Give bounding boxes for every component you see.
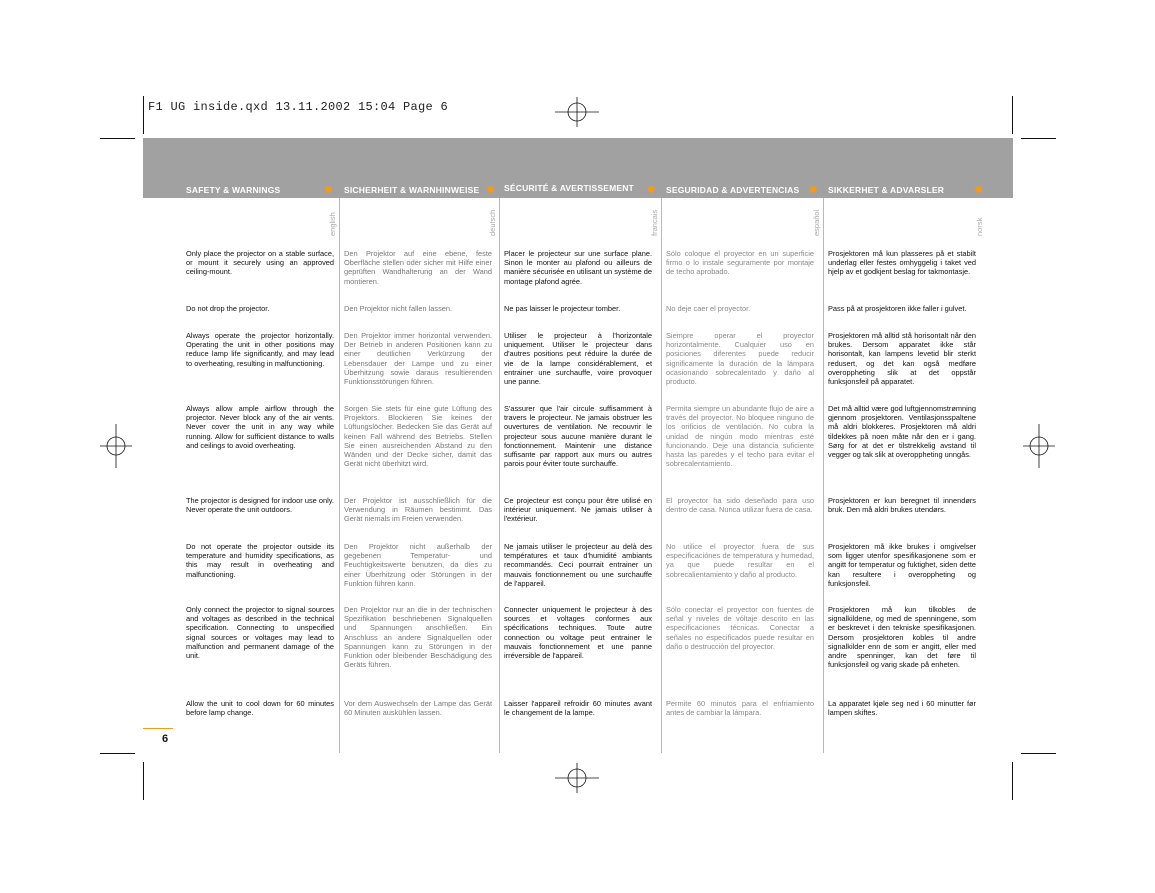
- column-header-deutsch: [344, 181, 500, 198]
- paragraph: Den Projektor nicht fallen lassen.: [344, 304, 453, 313]
- bullet-dot-icon: [487, 186, 494, 193]
- language-label: español: [812, 209, 821, 236]
- file-slug: F1 UG inside.qxd 13.11.2002 15:04 Page 6: [148, 100, 449, 114]
- language-tag-english: [328, 204, 338, 236]
- paragraph: Prosjektoren må kun plasseres på et stabilt underlag eller festes omhyggelig i taket ved hjelp av et godkjent beslag for takmontasje.: [828, 249, 976, 277]
- paragraph: Always allow ample airflow through the projector. Never block any of the air vents. Never cover the unit in any way while running. Allow for sufficient distance to walls and ceilings to avoid overheating.: [186, 404, 334, 450]
- paragraph: Connecter uniquement le projecteur à des sources et voltages conformes aux spécifications techniques. Toute autre connection ou voltage peut entrainer le mauvais fonctionnement et une panne irréversible de l'appareil.: [504, 605, 652, 661]
- crop-mark: [143, 762, 144, 800]
- paragraph: La apparatet kjøle seg ned i 60 minutter før lampen skiftes.: [828, 699, 976, 718]
- language-label: francais: [650, 209, 659, 236]
- bullet-dot-icon: [810, 186, 817, 193]
- crop-mark: [1021, 753, 1056, 754]
- paragraph: Ne pas laisser le projecteur tomber.: [504, 304, 621, 313]
- paragraph: Allow the unit to cool down for 60 minutes before lamp change.: [186, 699, 334, 718]
- column-divider: [661, 198, 662, 753]
- column-title: SIKKERHET & ADVARSLER: [828, 184, 945, 195]
- paragraph: Sorgen Sie stets für eine gute Lüftung des Projektors. Blockieren Sie keines der Lüftungslöcher. Bedecken Sie das Gerät auf keinen Fall während des Betriebs. Stellen Sie einen ausreichenden Abstand zu den Wänden und der Decke sicher, damit das Gerät nicht überhitzt wird.: [344, 404, 492, 469]
- paragraph: Sólo conectar el proyector con fuentes de señal y niveles de vóltaje descrito en las especificaciones técnicas. Conectar a señales no especificados puede resultar en daño o destrucción del proyector.: [666, 605, 814, 651]
- paragraph: Prosjektoren er kun beregnet til innendørs bruk. Den må aldri brukes utendørs.: [828, 496, 976, 515]
- paragraph: Det må alltid være god luftgjennomstrømning gjennom prosjektoren. Ventilasjonsspaltene må aldri blokkeres. Prosjektoren må aldri tildekkes på noen måte når den er i gang. Sørg for at det er tilstrekkelig avstand til vegger og tak slik at overoppheting unngås.: [828, 404, 976, 460]
- column-header-english: [186, 181, 338, 198]
- registration-mark-left: [100, 424, 132, 468]
- column-header-norsk: [828, 181, 988, 198]
- language-label: english: [328, 212, 337, 236]
- paragraph: Den Projektor auf eine ebene, feste Oberfläche stellen oder sicher mit Hilfe einer geprüften Wandhalterung an der Wand montieren.: [344, 249, 492, 286]
- paragraph: Siempre operar el proyector horizontalmente. Cualquier uso en posiciones diferentes puede reducir significamente la duración de la lámpara ocasionando sobrecalentado y daño al producto.: [666, 331, 814, 387]
- column-divider: [823, 198, 824, 753]
- paragraph: Only place the projector on a stable surface, or mount it securely using an approved ceiling-mount.: [186, 249, 334, 277]
- bullet-dot-icon: [648, 186, 655, 193]
- paragraph: Den Projektor nur an die in der technischen Spezifikation beschriebenen Signalquellen und Spannungen anschließen. Ein Anschluss an andere Signalquellen oder Spannungen kann zu Störungen in der Funktion oder bleibender Beschädigung des Geräts führen.: [344, 605, 492, 670]
- column-divider: [499, 198, 500, 753]
- paragraph: Prosjektoren må ikke brukes i omgivelser som ligger utenfor spesifikasjonene som er angitt for temperatur og fuktighet, siden dette kan resultere i overoppheting og funksjonsfeil.: [828, 542, 976, 588]
- paragraph: Do not drop the projector.: [186, 304, 270, 313]
- paragraph: Do not operate the projector outside its temperature and humidity specifications, as this may result in overheating and malfunctioning.: [186, 542, 334, 579]
- paragraph: Prosjektoren må alltid stå horisontalt når den brukes. Dersom apparatet ikke står horisontalt, kan lampens levetid blir sterkt redusert, og det kan også medføre overoppheting slik at det oppstår funksjonsfeil på apparatet.: [828, 331, 976, 387]
- paragraph: No deje caer el proyector.: [666, 304, 751, 313]
- column-divider: [339, 198, 340, 753]
- language-label: norsk: [975, 217, 984, 236]
- crop-mark: [1012, 762, 1013, 800]
- paragraph: Vor dem Auswechseln der Lampe das Gerät 60 Minuten auskühlen lassen.: [344, 699, 492, 718]
- paragraph: The projector is designed for indoor use only. Never operate the unit outdoors.: [186, 496, 334, 515]
- crop-mark: [1012, 96, 1013, 134]
- paragraph: Den Projektor immer horizontal verwenden. Der Betrieb in anderen Positionen kann zu einer deutlichen Verkürzung der Lebensdauer der Lampe und zu einer Überhitzung sowie daraus resultierenden Funktionsstörungen führen.: [344, 331, 492, 387]
- paragraph: No utilice el proyector fuera de sus especificaciónes de temperatura y humedad, ya que puede resultar en el sobrecalientamiento y daño al producto.: [666, 542, 814, 579]
- paragraph: Sólo coloque el proyector en un superficie firmo o lo instale seguramente por montaje de techo aprobado.: [666, 249, 814, 277]
- bullet-dot-icon: [975, 186, 982, 193]
- column-title: SEGURIDAD & ADVERTENCIAS: [666, 184, 800, 195]
- paragraph: Only connect the projector to signal sources and voltages as described in the technical specification. Connecting to unspecified signal sources or voltages may lead to malfunction and permanent damage of the unit.: [186, 605, 334, 661]
- paragraph: Placer le projecteur sur une surface plane. Sinon le monter au plafond ou ailleurs de manière sécurisée en utilisant un système de montage plafond agrée.: [504, 249, 652, 286]
- paragraph: S'assurer que l'air circule suffisamment à travers le projecteur. Ne jamais obstruer les ouvertures de ventilation. Ne recouvrir le projecteur sous aucune manière durant le fonctionnement. Maintenir une distance suffisante par rapport aux murs ou autres parois pour éviter toute surchauffe.: [504, 404, 652, 469]
- column-title: SICHERHEIT & WARNHINWEISE: [344, 184, 480, 195]
- paragraph: Utiliser le projecteur à l'horizontale uniquement. Utiliser le projecteur dans d'autres positions peut réduire la durée de vie de la lampe considérablement, et entrainer une surchauffe, voire provoquer une panne.: [504, 331, 652, 387]
- column-header-francais: [504, 179, 661, 196]
- paragraph: Permite 60 minutos para el enfriamiento antes de cambiar la lámpara.: [666, 699, 814, 718]
- paragraph: Prosjektoren må kun tilkobles de signalkildene, og med de spenningene, som er beskrevet i den tekniske spesifikasjonen. Dersom prosjektoren kobles til andre signalkilder enn de som er angitt, eller med andre spenninger, kan det føre til funksjonsfeil og varig skade på enheten.: [828, 605, 976, 670]
- paragraph: El proyector ha sido deseñado para uso dentro de casa. Nunca utilizar fuera de casa.: [666, 496, 814, 515]
- paragraph: Laisser l'appareil refroidir 60 minutes avant le changement de la lampe.: [504, 699, 652, 718]
- column-header-espanol: [666, 181, 823, 198]
- paragraph: Der Projektor ist ausschließlich für die Verwendung in Räumen bestimmt. Das Gerät niemals im Freien verwenden.: [344, 496, 492, 524]
- paragraph: Den Projektor nicht außerhalb der gegebenen Temperatur- und Feuchtigkeitswerte benutzen, da dies zu einer Überhitzung oder Störungen in der Funktion führen kann.: [344, 542, 492, 588]
- paragraph: Ne jamais utiliser le projecteur au delà des températures et taux d'humidité ambiants recommandés. Ceci pourrait entrainer un mauvais fonctionnement ou une surchauffe de l'appareil.: [504, 542, 652, 588]
- language-tag-norsk: [975, 204, 985, 236]
- crop-mark: [100, 753, 135, 754]
- paragraph: Pass på at prosjektoren ikke faller i gulvet.: [828, 304, 967, 313]
- crop-mark: [100, 138, 135, 139]
- crop-mark: [1021, 138, 1056, 139]
- column-title: SAFETY & WARNINGS: [186, 184, 281, 195]
- page-number: 6: [162, 733, 169, 745]
- page-number-rule: [143, 728, 173, 729]
- registration-mark-bottom: [555, 763, 599, 793]
- crop-mark: [143, 96, 144, 134]
- language-label: deutsch: [488, 209, 497, 236]
- language-tag-francais: [650, 204, 660, 236]
- registration-mark-right: [1023, 424, 1055, 468]
- language-tag-espanol: [812, 204, 822, 236]
- column-title: SÉCURITÉ & AVERTISSEMENT: [504, 182, 634, 193]
- bullet-dot-icon: [325, 186, 332, 193]
- registration-mark-top: [555, 97, 599, 127]
- paragraph: Ce projecteur est conçu pour être utilisé en intérieur uniquement. Ne jamais utiliser à l'extérieur.: [504, 496, 652, 524]
- paragraph: Always operate the projector horizontally. Operating the unit in other positions may reduce lamp life significantly, and may lead to overheating, resulting in malfunctioning.: [186, 331, 334, 368]
- paragraph: Permita siempre un abundante flujo de aire a través del proyector. No bloquee ninguno de los orificios de ventilación. No cubra la unidad de ningún modo mientras esté funcionando. Deje una distancia suficiente hasta las paredes y el techo para evitar el sobrecalentamiento.: [666, 404, 814, 469]
- language-tag-deutsch: [488, 204, 498, 236]
